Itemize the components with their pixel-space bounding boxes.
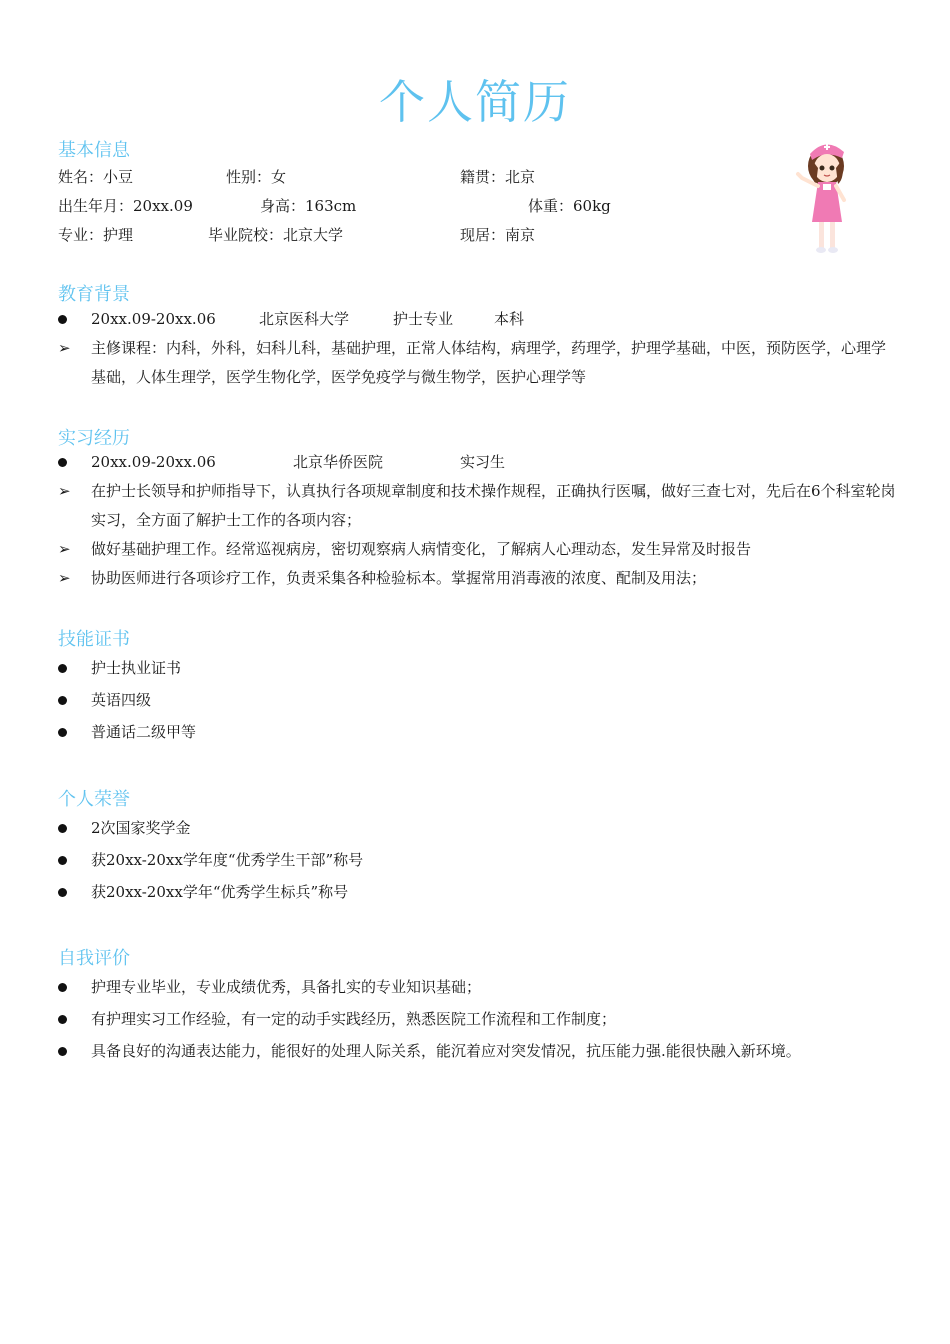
honor-item (58, 846, 898, 875)
education-courses-text: 主修课程：内科，外科，妇科儿科，基础护理，正常人体结构，病理学，药理学，护理学基础，中医，预防医学，心理学基础，人体生理学，医学生物化学，医学免疫学与微生物学，医护心理学等 (91, 339, 887, 386)
section-title-honors: 个人荣誉 (58, 789, 130, 810)
education-courses (58, 334, 898, 392)
honor-item-text: 获20xx-20xx学年“优秀学生标兵”称号 (91, 883, 349, 901)
arrow-bullet-icon: ➢ (58, 569, 71, 587)
arrow-bullet-icon: ➢ (58, 339, 71, 357)
bullet-dot (58, 856, 67, 865)
internship-item-text: 做好基础护理工作。经常巡视病房，密切观察病人病情变化，了解病人心理动态，发生异常及时报告 (91, 540, 752, 558)
info-major: 专业：护理 (58, 226, 134, 244)
honor-item (58, 878, 898, 907)
internship-period: 20xx.09-20xx.06 (91, 453, 216, 471)
internship-item (58, 564, 898, 593)
bullet-dot (58, 888, 67, 897)
info-residence: 现居：南京 (460, 226, 536, 244)
section-title-basic: 基本信息 (58, 140, 130, 161)
section-title-education: 教育背景 (58, 284, 130, 305)
internship-item-text: 协助医师进行各项诊疗工作，负责采集各种检验标本。掌握常用消毒液的浓度、配制及用法； (91, 569, 707, 587)
info-gender: 性别：女 (226, 168, 287, 186)
info-hometown: 籍贯：北京 (460, 168, 536, 186)
internship-item-text: 在护士长领导和护师指导下，认真执行各项规章制度和技术操作规程，正确执行医嘱，做好三查七对，先后在6个科室轮岗实习，全方面了解护士工作的各项内容； (91, 482, 896, 529)
honor-item-text: 获20xx-20xx学年度“优秀学生干部”称号 (91, 851, 364, 869)
section-title-internship: 实习经历 (58, 428, 130, 449)
skill-item (58, 718, 898, 747)
bullet-dot (58, 696, 67, 705)
section-title-self-eval: 自我评价 (58, 948, 130, 969)
arrow-bullet-icon: ➢ (58, 540, 71, 558)
education-period: 20xx.09-20xx.06 (91, 310, 216, 328)
info-birth: 出生年月：20xx.09 (58, 197, 193, 215)
honor-item-text: 2次国家奖学金 (91, 819, 191, 837)
self-eval-item-text: 护理专业毕业，专业成绩优秀，具备扎实的专业知识基础； (91, 978, 482, 996)
bullet-dot (58, 728, 67, 737)
info-height: 身高：163cm (260, 197, 357, 215)
self-eval-item-text: 有护理实习工作经验，有一定的动手实践经历，熟悉医院工作流程和工作制度； (91, 1010, 617, 1028)
info-name: 姓名：小豆 (58, 168, 134, 186)
education-school: 北京医科大学 (259, 310, 350, 328)
bullet-dot (58, 664, 67, 673)
internship-item (58, 477, 898, 535)
bullet-dot (58, 315, 67, 324)
skill-item-text: 护士执业证书 (91, 659, 182, 677)
skill-item-text: 英语四级 (91, 691, 152, 709)
info-weight: 体重：60kg (528, 197, 611, 215)
nurse-illustration-icon (790, 138, 860, 258)
bullet-dot (58, 824, 67, 833)
self-eval-item (58, 973, 898, 1002)
bullet-dot (58, 1047, 67, 1056)
internship-hospital: 北京华侨医院 (293, 453, 384, 471)
self-eval-item-text: 具备良好的沟通表达能力，能很好的处理人际关系，能沉着应对突发情况，抗压能力强.能很快融入新环境。 (91, 1042, 801, 1060)
self-eval-item (58, 1037, 898, 1066)
page-title: 个人简历 (379, 75, 571, 129)
bullet-dot (58, 458, 67, 467)
section-title-skills: 技能证书 (58, 629, 130, 650)
skill-item (58, 654, 898, 683)
education-degree: 本科 (494, 310, 525, 328)
internship-item (58, 535, 898, 564)
education-major: 护士专业 (393, 310, 454, 328)
bullet-dot (58, 983, 67, 992)
arrow-bullet-icon: ➢ (58, 482, 71, 500)
internship-role: 实习生 (460, 453, 506, 471)
skill-item-text: 普通话二级甲等 (91, 723, 197, 741)
honor-item (58, 814, 898, 843)
info-school: 毕业院校：北京大学 (208, 226, 344, 244)
skill-item (58, 686, 898, 715)
bullet-dot (58, 1015, 67, 1024)
self-eval-item (58, 1005, 898, 1034)
